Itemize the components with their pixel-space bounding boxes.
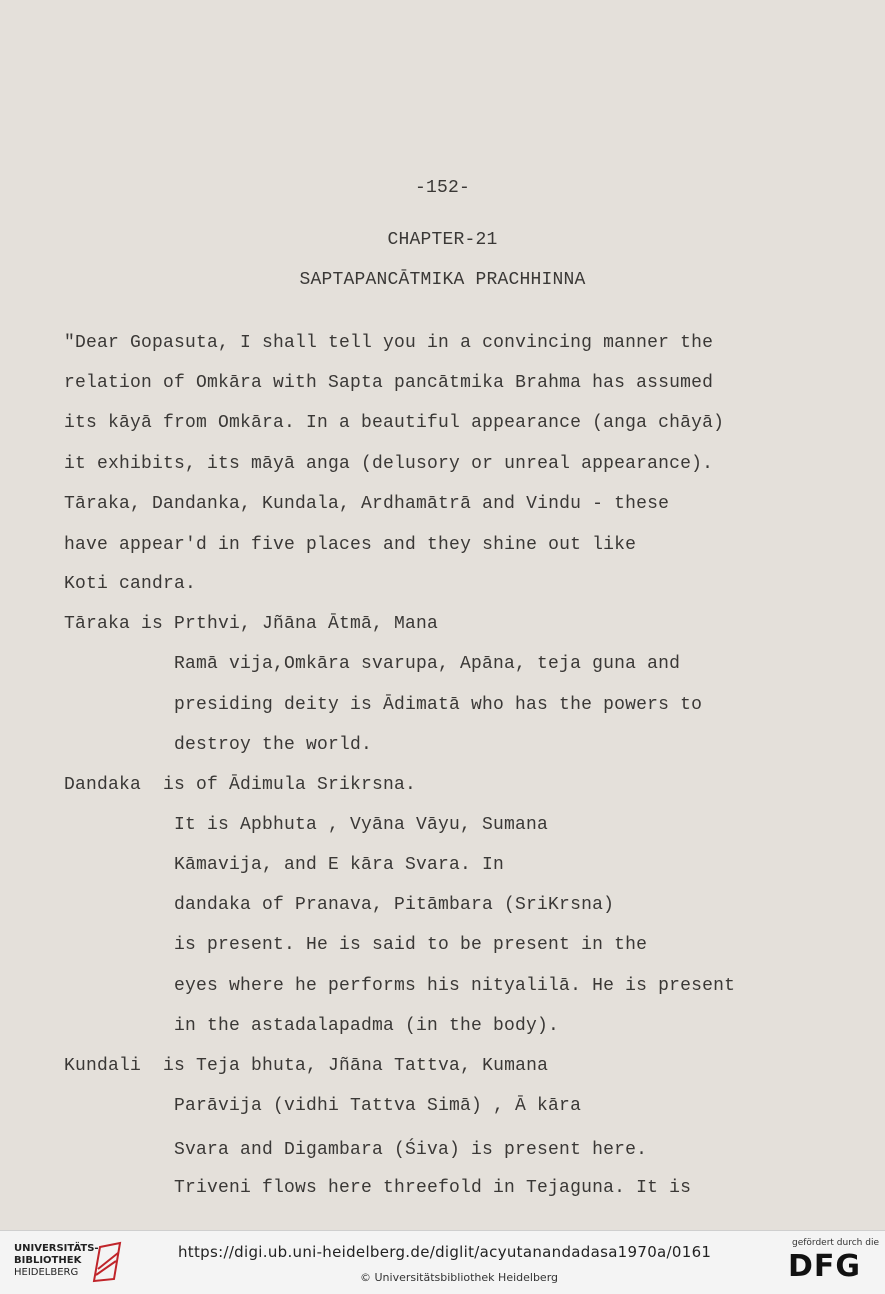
text-line: is present. He is said to be present in the (174, 935, 648, 955)
library-logo[interactable] (14, 1243, 99, 1279)
library-name-line: HEIDELBERG (14, 1267, 79, 1278)
text-line: It is Apbhuta , Vyāna Vāyu, Sumana (174, 815, 549, 835)
library-name-line: BIBLIOTHEK (14, 1255, 82, 1266)
text-line: in the astadalapadma (in the body). (174, 1016, 560, 1036)
copyright-notice: © Universitätsbibliothek Heidelberg (360, 1271, 559, 1284)
text-line: Kāmavija, and E kāra Svara. In (174, 855, 505, 875)
library-name-line: UNIVERSITÄTS- (14, 1243, 99, 1254)
text-line: Parāvija (vidhi Tattva Simā) , Ā kāra (174, 1096, 582, 1116)
text-line: presiding deity is Ādimatā who has the powers to (174, 695, 703, 715)
page-number: -152- (414, 178, 470, 198)
text-line: Svara and Digambara (Śiva) is present here. (174, 1140, 648, 1160)
text-line: Ramā vija,Omkāra svarupa, Apāna, teja guna and (174, 654, 681, 674)
text-line: destroy the world. (174, 735, 373, 755)
chapter-subtitle: SAPTAPANCĀTMIKA PRACHHINNA (299, 270, 586, 290)
text-line: its kāyā from Omkāra. In a beautiful appearance (anga chāyā) (64, 413, 725, 433)
text-line: it exhibits, its māyā anga (delusory or unreal appearance). (64, 454, 714, 474)
chapter-heading: CHAPTER-21 (387, 230, 498, 250)
text-line: dandaka of Pranava, Pitāmbara (SriKrsna) (174, 895, 615, 915)
text-line: Kundali is Teja bhuta, Jñāna Tattva, Kumana (64, 1056, 549, 1076)
text-line: Tāraka, Dandanka, Kundala, Ardhamātrā and Vindu - these (64, 494, 670, 514)
permalink-url[interactable]: https://digi.ub.uni-heidelberg.de/diglit/acyutanandadasa1970a/0161 (178, 1243, 712, 1261)
funder-label: gefördert durch die (792, 1238, 879, 1248)
text-line: Koti candra. (64, 574, 197, 594)
viewer-footer (0, 1230, 885, 1294)
text-line: have appear'd in five places and they shine out like (64, 535, 637, 555)
dfg-logo[interactable]: DFG (788, 1249, 862, 1284)
text-line: Tāraka is Prthvi, Jñāna Ātmā, Mana (64, 614, 439, 634)
text-line: eyes where he performs his nityalilā. He is present (174, 976, 736, 996)
library-emblem-icon (90, 1239, 124, 1285)
text-line: Dandaka is of Ādimula Srikrsna. (64, 775, 417, 795)
text-line: relation of Omkāra with Sapta pancātmika Brahma has assumed (64, 373, 714, 393)
text-line: "Dear Gopasuta, I shall tell you in a convincing manner the (64, 333, 714, 353)
text-line: Triveni flows here threefold in Tejaguna. It is (174, 1178, 692, 1198)
